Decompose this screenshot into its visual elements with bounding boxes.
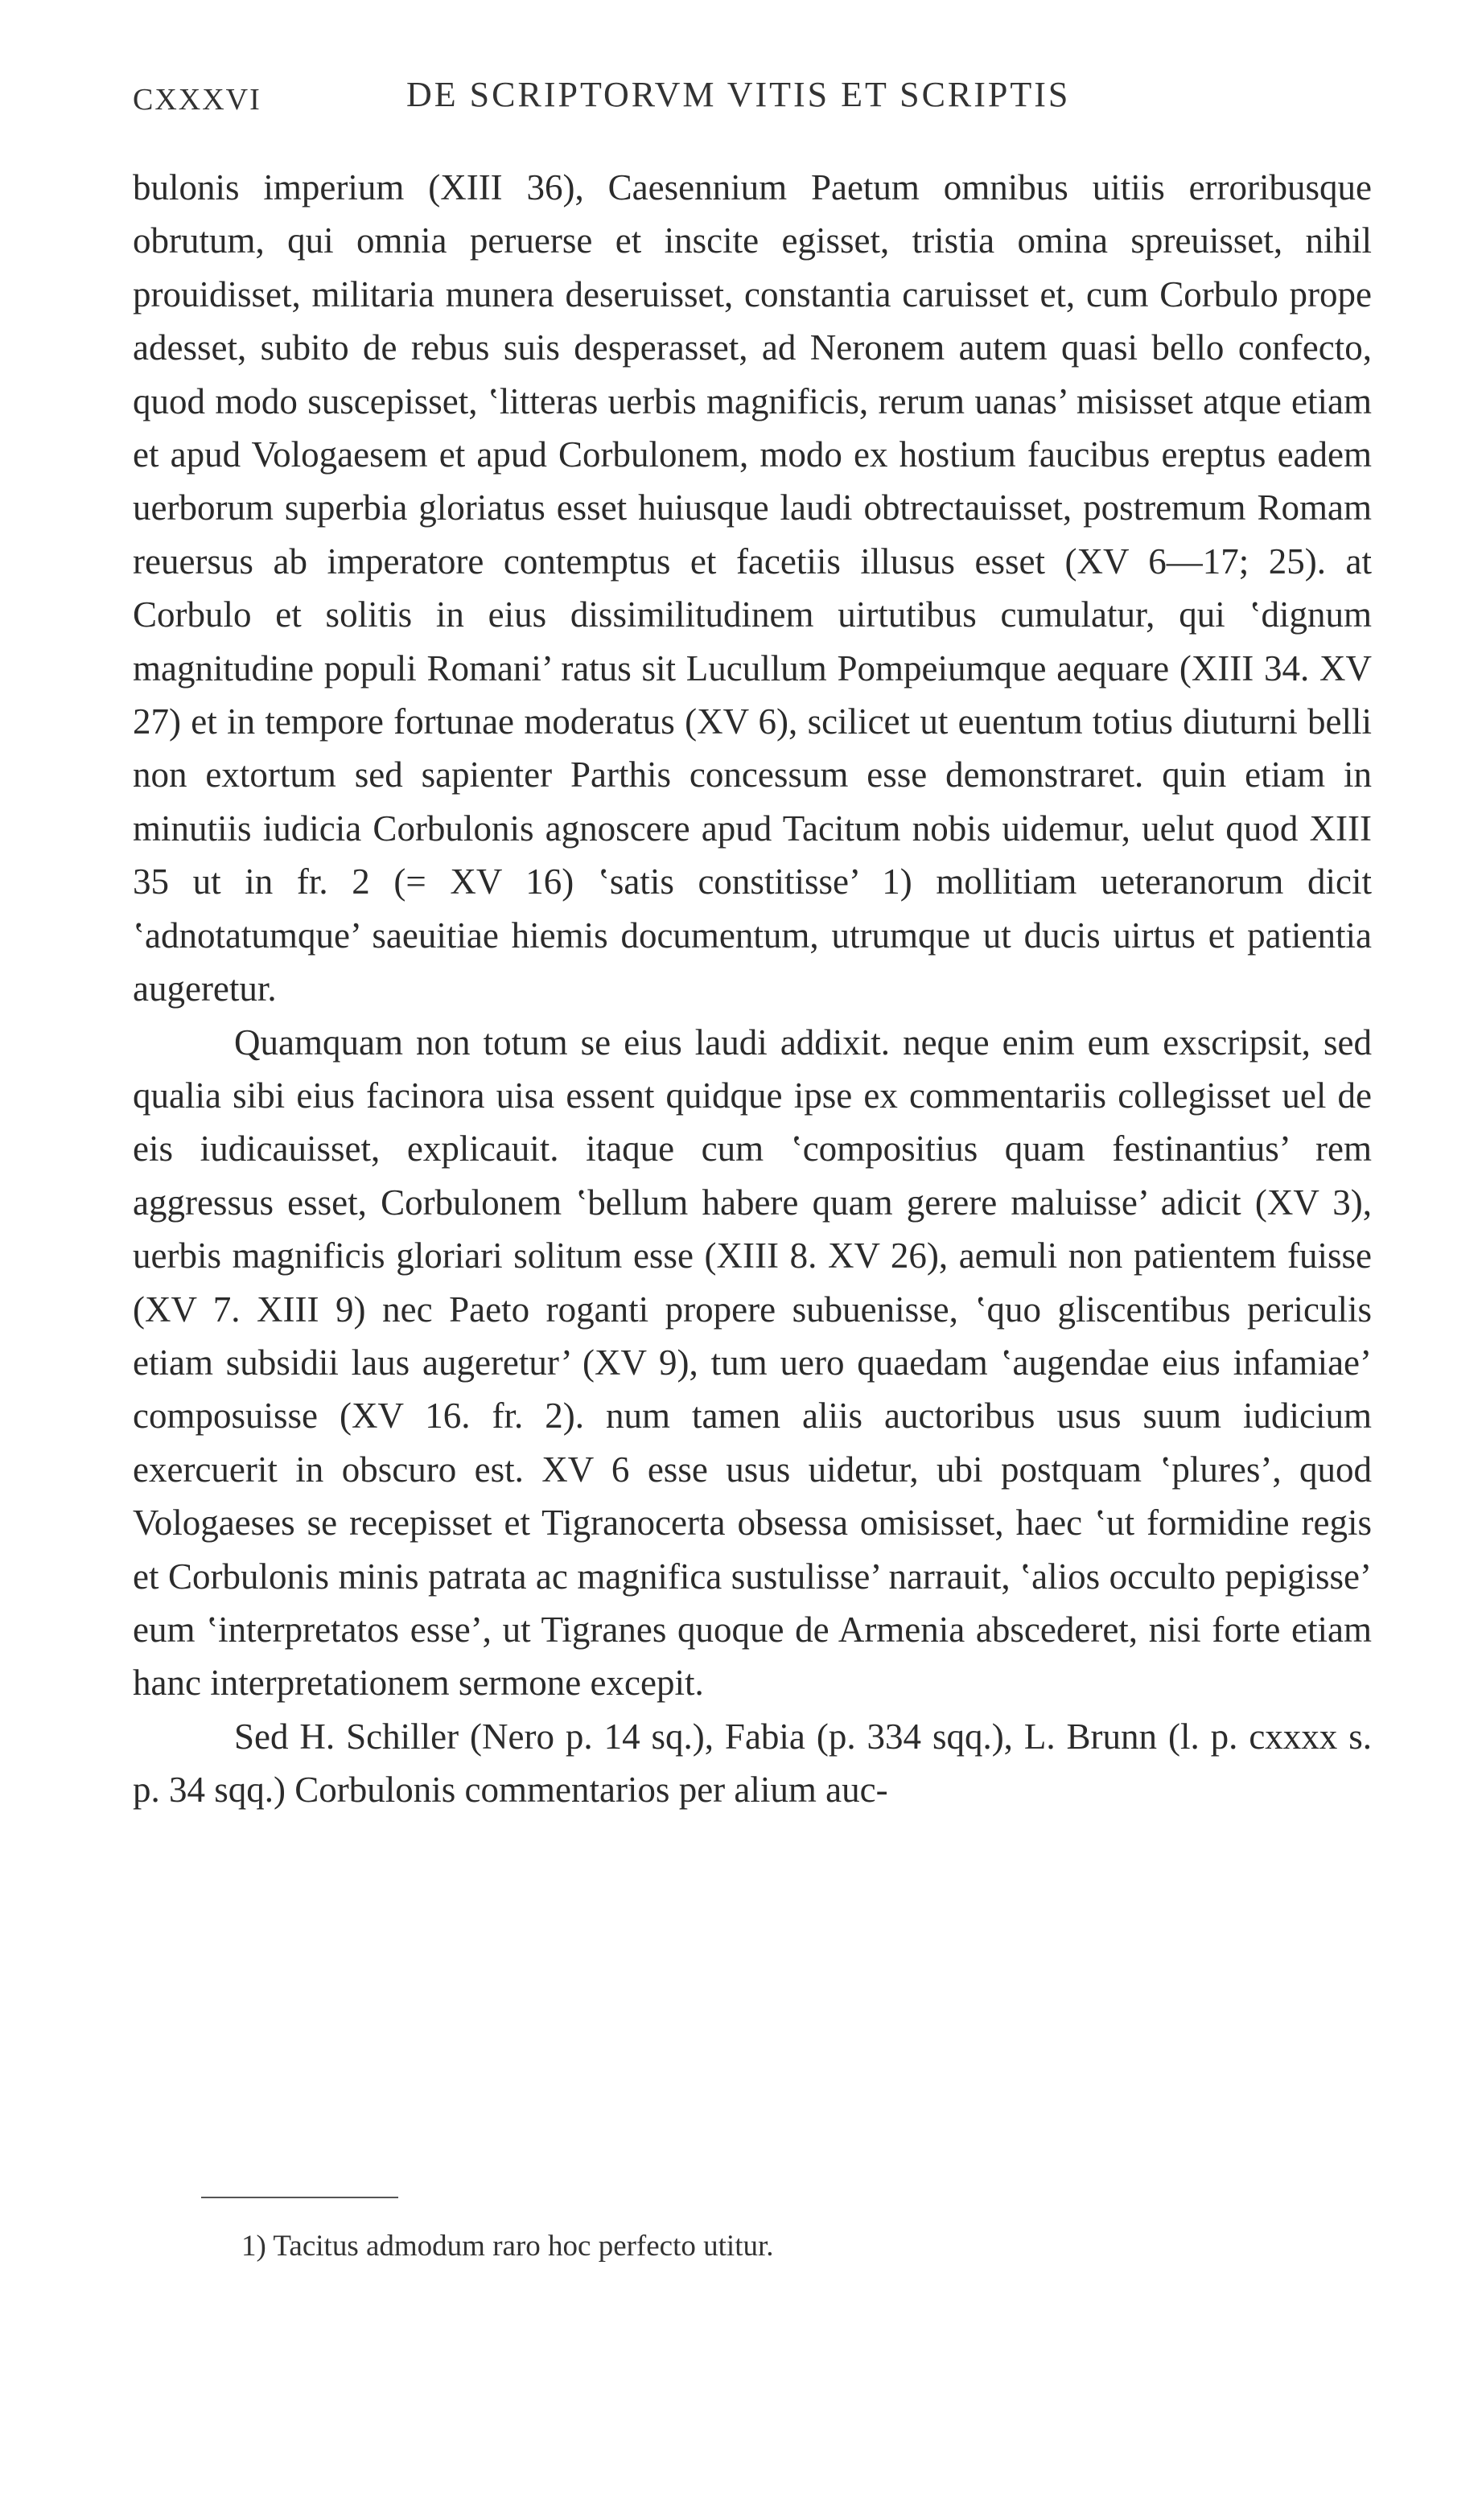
paragraph-3: Sed H. Schiller (Nero p. 14 sq.), Fabia (p. 334 sqq.), L. Brunn (l. p. cxxxx s. p. 34 sqq.) Corbulonis commentarios per alium auc- xyxy=(133,1716,1372,1811)
footnote-rule xyxy=(201,2197,398,2198)
running-title: DE SCRIPTORVM VITIS ET SCRIPTIS xyxy=(406,75,1071,114)
footnote: 1) Tacitus admodum raro hoc perfecto utitur. xyxy=(241,2230,774,2263)
paragraph-2: Quamquam non totum se eius laudi addixit. neque enim eum exscripsit, sed qualia sibi eius facinora uisa essent quidque ipse ex commentariis collegisset uel de eis iudicauisset, explicauit. itaque cum ʽcompositius quam festinantius’ rem aggressus esset, Corbulonem ʽbellum habere quam gerere maluisse’ adicit (XV 3), uerbis magnificis gloriari solitum esse (XIII 8. XV 26), aemuli non patientem fuisse (XV 7. XIII 9) nec Paeto roganti propere subuenisse, ʽquo gliscentibus periculis etiam subsidii laus augeretur’ (XV 9), tum uero quaedam ʽaugendae eius infamiae’ composuisse (XV 16. fr. 2). num tamen aliis auctoribus usus suum iudicium exercuerit in obscuro est. XV 6 esse usus uidetur, ubi postquam ʽplures’, quod Vologaeses se recepisset et Tigranocerta obsessa omisisset, haec ʽut formidine regis et Corbulonis minis patrata ac magnifica sustulisse’ narrauit, ʽalios occulto pepigisse’ eum ʽinterpretatos esse’, ut Tigranes quoque de Armenia abscederet, nisi forte etiam hanc interpretationem sermone excepit. xyxy=(133,1022,1372,1704)
paragraph-1: bulonis imperium (XIII 36), Caesennium Paetum omnibus uitiis erroribusque obrutum, qui omnia peruerse et inscite egisset, tristia omina spreuisset, nihil prouidisset, militaria munera deseruisset, constantia caruisset et, cum Corbulo prope adesset, subito de rebus suis desperasset, ad Neronem autem quasi bello confecto, quod modo suscepisset, ʽlitteras uerbis magnificis, rerum uanas’ misisset atque etiam et apud Vologaesem et apud Corbulonem, modo ex hostium faucibus ereptus eadem uerborum superbia gloriatus esset huiusque laudi obtrectauisset, postremum Romam reuersus ab imperatore contemptus et facetiis illusus esset (XV 6—17; 25). at Corbulo et solitis in eius dissimilitudinem uirtutibus cumulatur, qui ʽdignum magnitudine populi Romani’ ratus sit Lucullum Pompeiumque aequare (XIII 34. XV 27) et in tempore fortunae moderatus (XV 6), scilicet ut euentum totius diuturni belli non extortum sed sapienter Parthis concessum esse demonstraret. quin etiam in minutiis iudicia Corbulonis agnoscere apud Tacitum nobis uidemur, uelut quod XIII 35 ut in fr. 2 (= XV 16) ʽsatis constitisse’ 1) mollitiam ueteranorum dicit ʽadnotatumque’ saeuitiae hiemis documentum, utrumque ut ducis uirtus et patientia augeretur. xyxy=(133,167,1372,1009)
page-number: CXXXVI xyxy=(133,83,261,117)
body-text xyxy=(133,161,1372,1817)
running-head xyxy=(133,74,1372,130)
